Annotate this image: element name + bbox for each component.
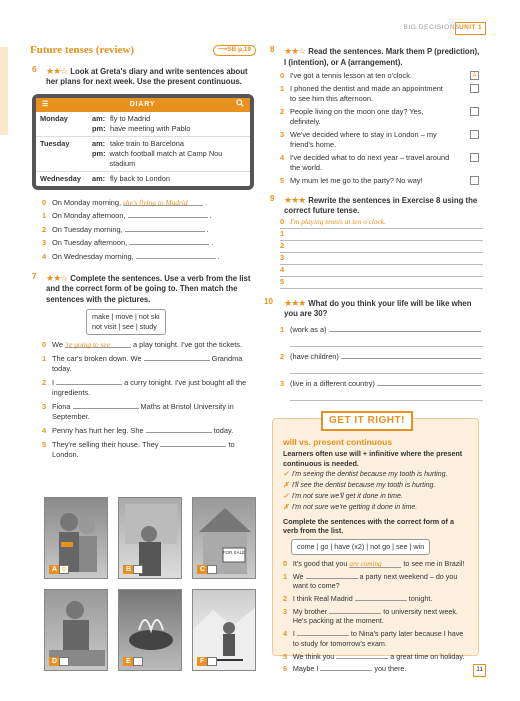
answer-blank[interactable]: 're going to see xyxy=(65,340,131,348)
item-text: People living on the moon one day? Yes, definitely. xyxy=(290,106,424,126)
item-prompt: Penny has hurt her leg. She xyxy=(52,425,144,435)
item-text xyxy=(52,210,212,221)
exercise-item xyxy=(280,324,483,335)
svg-text:FOR SALE: FOR SALE xyxy=(222,550,246,555)
item-text: I've decided what to do next year – travel around the world. xyxy=(290,152,450,172)
item-text xyxy=(52,237,213,248)
panel-subtitle: will vs. present continuous xyxy=(283,437,393,447)
answer-box[interactable] xyxy=(207,657,217,666)
picture-letter: E xyxy=(123,657,134,666)
item-text xyxy=(52,439,252,460)
item-number: 6 xyxy=(283,664,287,674)
item-prompt: I xyxy=(52,377,55,387)
example-answer: I'm playing tennis at ten o'clock. xyxy=(290,216,386,226)
item-text: I've got a tennis lesson at ten o'clock. xyxy=(290,71,412,81)
time-of-day: pm: xyxy=(92,148,106,158)
picture-c xyxy=(192,497,256,579)
item-number: 1 xyxy=(283,571,287,581)
item-text xyxy=(293,628,470,648)
exercise-item xyxy=(42,340,260,350)
diary-entries xyxy=(92,174,246,184)
item-text: We've decided where to stay in London – my friend's home. xyxy=(290,129,437,149)
picture-b xyxy=(118,497,182,579)
item-prompt: We xyxy=(52,339,63,349)
item-number: 2 xyxy=(280,240,285,250)
example-sentence xyxy=(283,470,470,479)
answer-blank[interactable] xyxy=(73,401,139,409)
diary-entries xyxy=(92,139,246,169)
answer-blank[interactable] xyxy=(128,210,208,218)
diary-title: DIARY xyxy=(129,101,156,109)
section-title: Future tenses (review) xyxy=(30,44,135,56)
diary-row xyxy=(36,137,250,172)
answer-blank[interactable] xyxy=(329,324,481,332)
item-number: 0 xyxy=(42,197,47,207)
diary-row xyxy=(36,112,250,137)
cross-icon: ✗ xyxy=(283,504,289,512)
word-list-line: make | move | not ski xyxy=(92,312,160,322)
exercise-item xyxy=(42,237,260,248)
item-number: 1 xyxy=(42,353,47,363)
exercise-item xyxy=(42,198,260,208)
answer-blank[interactable] xyxy=(320,663,372,671)
time-of-day: am: xyxy=(92,138,106,148)
example-sentence xyxy=(283,481,470,490)
item-punct: . xyxy=(206,224,209,234)
answer-box[interactable] xyxy=(59,657,69,666)
item-number: 2 xyxy=(280,106,285,116)
tick-icon: ✓ xyxy=(283,471,289,479)
exercise-instruction: Rewrite the sentences in Exercise 8 using the correct future tense. xyxy=(284,195,478,216)
answer-blank[interactable] xyxy=(306,571,358,579)
exercise-item xyxy=(280,130,483,150)
cross-icon: ✗ xyxy=(283,482,289,490)
item-text xyxy=(293,606,470,626)
item-prompt: We think you xyxy=(292,651,335,661)
item-prompt: They're selling their house. They xyxy=(52,439,159,449)
diary-entry xyxy=(92,139,246,149)
item-number: 4 xyxy=(280,264,285,274)
answer-blank[interactable] xyxy=(336,651,388,659)
difficulty-stars-icon: ★★☆ xyxy=(46,272,68,283)
exercise-item xyxy=(283,651,470,662)
item-number: 5 xyxy=(42,439,47,449)
exercise-item xyxy=(283,663,470,674)
diary-entry-text: take train to Barcelona xyxy=(110,138,184,148)
item-punct: . xyxy=(209,211,212,221)
example-text: I'm not sure we'll get it done in time. xyxy=(292,493,403,501)
answer-blank[interactable] xyxy=(329,606,381,614)
item-number: 5 xyxy=(283,651,287,661)
section-label: BIG DECISIONS xyxy=(403,24,460,31)
exercise-number: 9 xyxy=(270,193,275,203)
answer-line xyxy=(280,277,483,289)
picture-a xyxy=(44,497,108,579)
right-column xyxy=(264,43,483,401)
item-number: 4 xyxy=(283,629,287,639)
item-text xyxy=(52,425,252,436)
item-prompt: On Monday morning, xyxy=(52,197,122,207)
exercise-9 xyxy=(268,194,483,217)
item-continuation: Maths at Bristol University in September. xyxy=(52,401,234,421)
example-sentence xyxy=(283,503,470,512)
item-prompt: (work as a) xyxy=(290,324,327,334)
item-text xyxy=(293,559,470,569)
item-number: 3 xyxy=(42,401,47,411)
diary-entry-text: fly back to London xyxy=(110,173,170,183)
item-number: 2 xyxy=(283,593,287,603)
picture-letter: B xyxy=(123,565,134,574)
answer-box[interactable] xyxy=(133,657,143,666)
diary-entry xyxy=(92,124,246,134)
item-number: 1 xyxy=(280,228,285,238)
diary-panel xyxy=(32,94,254,190)
item-text xyxy=(52,224,209,235)
answer-blank[interactable] xyxy=(377,378,481,386)
exercise-number: 6 xyxy=(32,64,37,74)
diary-entry-text: have meeting with Pablo xyxy=(110,123,191,133)
time-of-day: am: xyxy=(92,173,106,183)
exercise-item xyxy=(42,401,260,422)
answer-blank[interactable] xyxy=(146,425,212,433)
answer-line xyxy=(280,241,483,253)
diary-row xyxy=(36,172,250,186)
item-number: 3 xyxy=(280,252,285,262)
answer-checkbox[interactable]: A xyxy=(470,71,479,80)
exercise-instruction: Complete the sentences. Use a verb from the list and the correct form of be going to. Then match the sentences with the pictures. xyxy=(46,273,251,304)
item-number: 2 xyxy=(42,377,47,387)
item-prompt: Maybe I xyxy=(292,664,319,674)
answer-blank[interactable] xyxy=(125,224,205,232)
item-number: 5 xyxy=(280,276,285,286)
exercise-8 xyxy=(268,45,483,68)
diary-header xyxy=(36,98,250,112)
answer-blank[interactable]: she's flying to Madrid xyxy=(123,198,203,206)
answer-box[interactable] xyxy=(133,565,143,574)
time-of-day: am: xyxy=(92,113,106,123)
item-text xyxy=(52,377,252,398)
get-it-right-title: GET IT RIGHT! xyxy=(321,411,413,431)
item-prompt: On Wednesday morning, xyxy=(52,251,134,261)
item-text xyxy=(52,353,252,374)
diary-day: Tuesday xyxy=(40,138,70,148)
item-text xyxy=(293,651,470,662)
example-sentence xyxy=(283,492,470,501)
exercise-item xyxy=(283,571,470,591)
item-continuation: tonight. xyxy=(408,593,433,603)
item-continuation: you there. xyxy=(374,664,407,674)
picture-f xyxy=(192,589,256,671)
exercise-instruction: What do you think your life will be like when you are 30? xyxy=(284,298,472,319)
diary-entry xyxy=(92,174,246,184)
diary-entry-text: watch football match at Camp Nou stadium xyxy=(109,148,223,168)
item-punct: . xyxy=(205,197,208,207)
item-number: 1 xyxy=(42,211,47,221)
example-text: I'm not sure we're getting it done in time. xyxy=(292,504,418,512)
item-prompt: My brother xyxy=(292,606,328,616)
item-number: 3 xyxy=(280,129,285,139)
item-prompt: (live in a different country) xyxy=(290,378,375,388)
answer-checkbox[interactable] xyxy=(470,176,479,185)
answer-line[interactable] xyxy=(290,389,483,401)
item-number: 4 xyxy=(42,251,47,261)
exercise-item xyxy=(280,153,483,173)
item-continuation: to London. xyxy=(52,439,235,459)
difficulty-stars-icon: ★★★ xyxy=(284,194,306,205)
answer-blank[interactable] xyxy=(341,351,481,359)
item-number: 5 xyxy=(280,175,285,185)
answer-checkbox[interactable] xyxy=(470,130,479,139)
item-prompt: I xyxy=(292,629,295,639)
exercise-6 xyxy=(30,65,260,88)
item-prompt: We xyxy=(292,571,304,581)
item-punct: . xyxy=(217,251,220,261)
exercise-item xyxy=(280,71,483,81)
answer-checkbox[interactable] xyxy=(470,153,479,162)
exercise-instruction: Read the sentences. Mark them P (prediction), I (intention), or A (arrangement). xyxy=(284,47,480,67)
answer-checkbox[interactable] xyxy=(470,107,479,116)
item-number: 4 xyxy=(42,425,47,435)
item-continuation: to Nina's party later because I have to study for tomorrow's exam. xyxy=(292,629,464,648)
answer-blank[interactable] xyxy=(297,628,349,636)
item-number: 3 xyxy=(283,606,287,616)
exercise-item xyxy=(42,377,260,398)
exercise-item xyxy=(42,439,260,460)
exercise-item xyxy=(283,593,470,604)
answer-line[interactable] xyxy=(290,335,483,347)
exercise-item xyxy=(280,378,483,389)
item-prompt: On Tuesday afternoon, xyxy=(52,238,128,248)
item-number: 2 xyxy=(42,224,47,234)
example-text: I'll see the dentist because my tooth is hurting. xyxy=(292,482,436,490)
example-text: I'm seeing the dentist because my tooth is hurting. xyxy=(292,471,448,479)
diary-entries xyxy=(92,114,246,134)
answer-blank[interactable] xyxy=(56,377,122,385)
answer-blank[interactable]: are coming xyxy=(349,560,401,568)
exercise-item xyxy=(42,353,260,374)
item-prompt: Fiona xyxy=(52,401,71,411)
picture-d xyxy=(44,589,108,671)
exercise-number: 7 xyxy=(32,271,37,281)
diary-entry-text: fly to Madrid xyxy=(110,113,151,123)
item-prompt: The car's broken down. We xyxy=(52,353,142,363)
diary-entry xyxy=(92,114,246,124)
item-text xyxy=(293,593,470,604)
exercise-item xyxy=(280,107,483,127)
answer-line xyxy=(280,217,483,229)
item-number: 0 xyxy=(280,71,285,81)
item-prompt: On Monday afternoon, xyxy=(52,211,126,221)
search-icon xyxy=(236,99,244,110)
answer-box[interactable]: 0 xyxy=(59,565,69,574)
item-continuation: Grandma today. xyxy=(52,353,243,373)
item-punct: . xyxy=(211,238,214,248)
picture-letter: F xyxy=(197,657,207,666)
exercise-7 xyxy=(30,272,260,306)
item-prompt: (have children) xyxy=(290,351,339,361)
exercise-item xyxy=(283,559,470,569)
time-of-day: pm: xyxy=(92,123,106,133)
answer-line xyxy=(280,265,483,277)
answer-line[interactable] xyxy=(290,362,483,374)
answer-box[interactable] xyxy=(207,565,217,574)
item-continuation: a great time on holiday. xyxy=(390,651,465,661)
picture-letter: D xyxy=(49,657,60,666)
item-continuation: today. xyxy=(213,425,234,435)
answer-blank[interactable] xyxy=(129,237,209,245)
item-prompt: On Tuesday morning, xyxy=(52,224,123,234)
item-continuation: to university next week. He's packing at the moment. xyxy=(292,606,458,626)
exercise-10 xyxy=(264,296,483,320)
item-text xyxy=(52,251,220,262)
panel-task: Complete the sentences with the correct form of a verb from the list. xyxy=(283,516,454,536)
answer-line xyxy=(280,253,483,265)
item-text xyxy=(52,198,207,208)
exercise-item xyxy=(283,606,470,626)
item-continuation: a party next weekend – do you want to come? xyxy=(292,571,458,591)
item-prompt: It's good that you xyxy=(292,558,348,568)
answer-blank[interactable] xyxy=(160,439,226,447)
exercise-item xyxy=(283,628,470,648)
answer-line xyxy=(280,229,483,241)
answer-checkbox[interactable] xyxy=(470,84,479,93)
exercise-item xyxy=(280,84,483,104)
item-number: 4 xyxy=(280,152,285,162)
item-number: 1 xyxy=(280,84,285,94)
picture-letter: C xyxy=(197,565,208,574)
answer-blank[interactable] xyxy=(136,251,216,259)
left-column xyxy=(30,43,260,460)
item-text xyxy=(293,663,470,674)
difficulty-stars-icon: ★★★ xyxy=(284,297,306,308)
item-text xyxy=(52,401,252,422)
student-book-reference: ⟶SB p.19 xyxy=(213,45,256,56)
page-header xyxy=(0,22,520,36)
item-text xyxy=(52,340,252,350)
item-text: My mum let me go to the party? No way! xyxy=(290,175,423,185)
panel-intro: Learners often use will + infinitive where the present continuous is needed. xyxy=(283,449,463,469)
word-list-line: not visit | see | study xyxy=(92,321,157,331)
diary-entry xyxy=(92,149,246,169)
exercise-item xyxy=(42,210,260,221)
item-number: 3 xyxy=(42,238,47,248)
tick-icon: ✓ xyxy=(283,493,289,501)
item-number: 3 xyxy=(280,378,285,388)
item-text xyxy=(293,571,470,591)
difficulty-stars-icon: ★★☆ xyxy=(46,65,68,76)
answer-blank[interactable] xyxy=(144,353,210,361)
answer-blank[interactable] xyxy=(355,593,407,601)
item-continuation: to see me in Brazil! xyxy=(403,558,465,568)
item-number: 0 xyxy=(283,558,287,568)
exercise-instruction: Look at Greta's diary and write sentences about her plans for next week. Use the present continuous. xyxy=(46,66,248,87)
item-number: 0 xyxy=(42,339,47,349)
menu-icon: ☰ xyxy=(42,101,50,109)
exercise-item xyxy=(42,224,260,235)
exercise-item xyxy=(42,425,260,436)
item-number: 1 xyxy=(280,324,285,334)
word-list-box xyxy=(86,309,166,334)
picture-letter: A xyxy=(49,565,60,574)
item-number: 2 xyxy=(280,351,285,361)
item-text: I phoned the dentist and made an appointment to see him this afternoon. xyxy=(290,84,443,103)
exercise-item xyxy=(42,251,260,262)
diary-day: Monday xyxy=(40,113,68,123)
exercise-number: 8 xyxy=(270,45,275,54)
exercise-item xyxy=(280,351,483,362)
exercise-item xyxy=(280,176,483,186)
word-list-box: come | go | have (x2) | not go | see | win xyxy=(291,539,430,555)
exercise-number: 10 xyxy=(264,296,273,306)
side-tab-decoration xyxy=(0,47,8,135)
item-number: 0 xyxy=(280,216,285,226)
picture-e xyxy=(118,589,182,671)
page-number: 11 xyxy=(473,664,486,677)
difficulty-stars-icon: ★★☆ xyxy=(284,46,306,56)
diary-day: Wednesday xyxy=(40,173,81,183)
item-prompt: I think Real Madrid xyxy=(292,593,353,603)
unit-badge: UNIT 1 xyxy=(455,22,486,35)
item-continuation: a play tonight. I've got the tickets. xyxy=(132,339,243,349)
item-continuation: a curry tonight. I've just bought all the ingredients. xyxy=(52,377,247,397)
get-it-right-panel xyxy=(272,415,479,674)
